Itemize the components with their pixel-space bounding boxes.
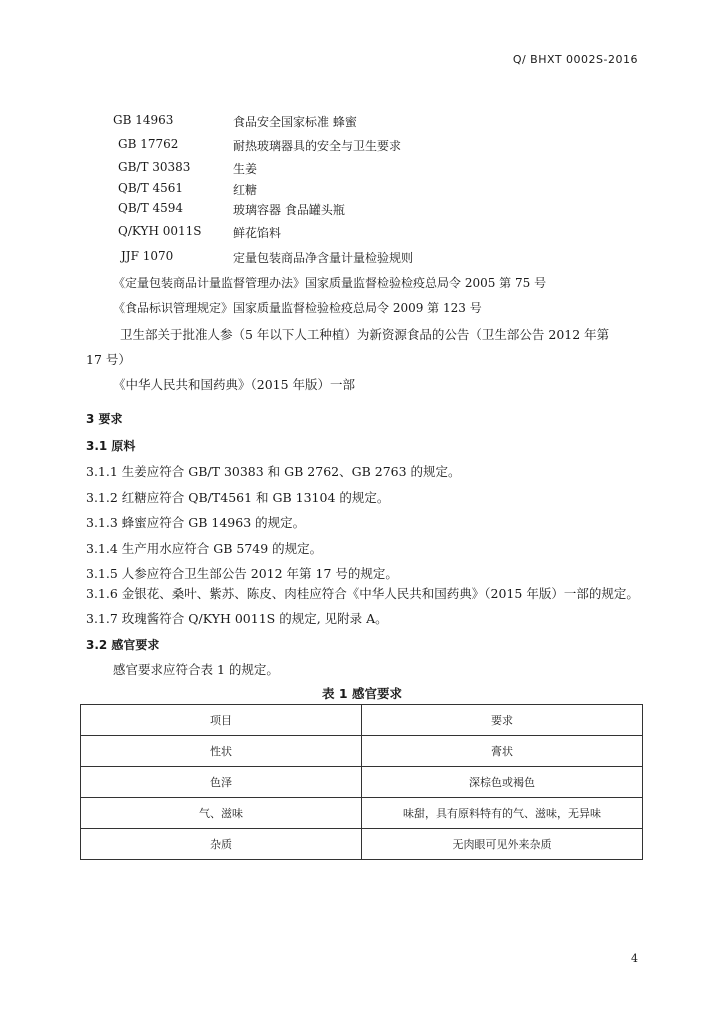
clause-item: 3.1.3 蜂蜜应符合 GB 14963 的规定。 [86,515,306,530]
ref-code: QB/T 4594 [118,201,184,215]
table-cell: 味甜，具有原料特有的气、滋味，无异味 [362,798,643,829]
paragraph: 感官要求应符合表 1 的规定。 [113,662,279,677]
column-header: 项目 [81,705,362,736]
sensory-table [80,704,643,860]
ref-code: GB/T 30383 [118,160,191,174]
regulation-line: 《食品标识管理规定》国家质量监督检验检疫总局令 2009 第 123 号 [113,301,482,315]
clause-item: 3.1.5 人参应符合卫生部公告 2012 年第 17 号的规定。 [86,566,398,581]
ref-title: 耐热玻璃器具的安全与卫生要求 [233,139,402,153]
ref-title: 食品安全国家标准 蜂蜜 [233,115,357,129]
table-cell: 深棕色或褐色 [362,767,643,798]
table-cell: 气、滋味 [81,798,362,829]
ref-code: Q/KYH 0011S [118,224,202,238]
pharmacopoeia-ref: 《中华人民共和国药典》（2015 年版）一部 [113,377,356,392]
table-cell: 无肉眼可见外来杂质 [362,829,643,860]
table-row [81,829,643,860]
regulation-line: 《定量包装商品计量监督管理办法》国家质量监督检验检疫总局令 2005 第 75 号 [113,276,547,290]
ref-code: GB 14963 [113,113,174,127]
ref-title: 鲜花馅料 [233,226,282,240]
ref-code: GB 17762 [118,137,179,151]
clause-item: 3.1.6 金银花、桑叶、紫苏、陈皮、肉桂应符合《中华人民共和国药典》（2015 年版）一部的规定。 [86,586,639,601]
ref-code: QB/T 4561 [118,181,184,195]
table-cell: 杂质 [81,829,362,860]
table-caption: 表 1 感官要求 [322,686,402,701]
document-code: Q/ BHXT 0002S-2016 [512,53,638,66]
table-cell: 膏状 [362,736,643,767]
table-cell: 色泽 [81,767,362,798]
ref-title: 定量包装商品净含量计量检验规则 [233,251,414,265]
table-row [81,767,643,798]
clause-item: 3.1.7 玫瑰酱符合 Q/KYH 0011S 的规定, 见附录 A。 [86,611,388,626]
clause-item: 3.1.2 红糖应符合 QB/T4561 和 GB 13104 的规定。 [86,490,390,505]
ref-title: 生姜 [233,162,258,176]
clause-item: 3.1.4 生产用水应符合 GB 5749 的规定。 [86,541,323,556]
table-header-row [81,705,643,736]
table-row [81,736,643,767]
announcement-line: 卫生部关于批准人参（5 年以下人工种植）为新资源食品的公告（卫生部公告 2012 年第 [120,327,610,342]
column-header: 要求 [362,705,643,736]
ref-code: JJF 1070 [121,249,174,263]
ref-title: 玻璃容器 食品罐头瓶 [233,203,345,217]
section-heading: 3 要求 [86,412,123,426]
table-cell: 性状 [81,736,362,767]
clause-item: 3.1.1 生姜应符合 GB/T 30383 和 GB 2762、GB 2763 的规定。 [86,464,461,479]
announcement-line: 17 号） [86,352,131,367]
ref-title: 红糖 [233,183,258,197]
table-row [81,798,643,829]
subsection-heading: 3.2 感官要求 [86,638,160,652]
subsection-heading: 3.1 原料 [86,439,136,453]
page-number: 4 [631,952,638,965]
